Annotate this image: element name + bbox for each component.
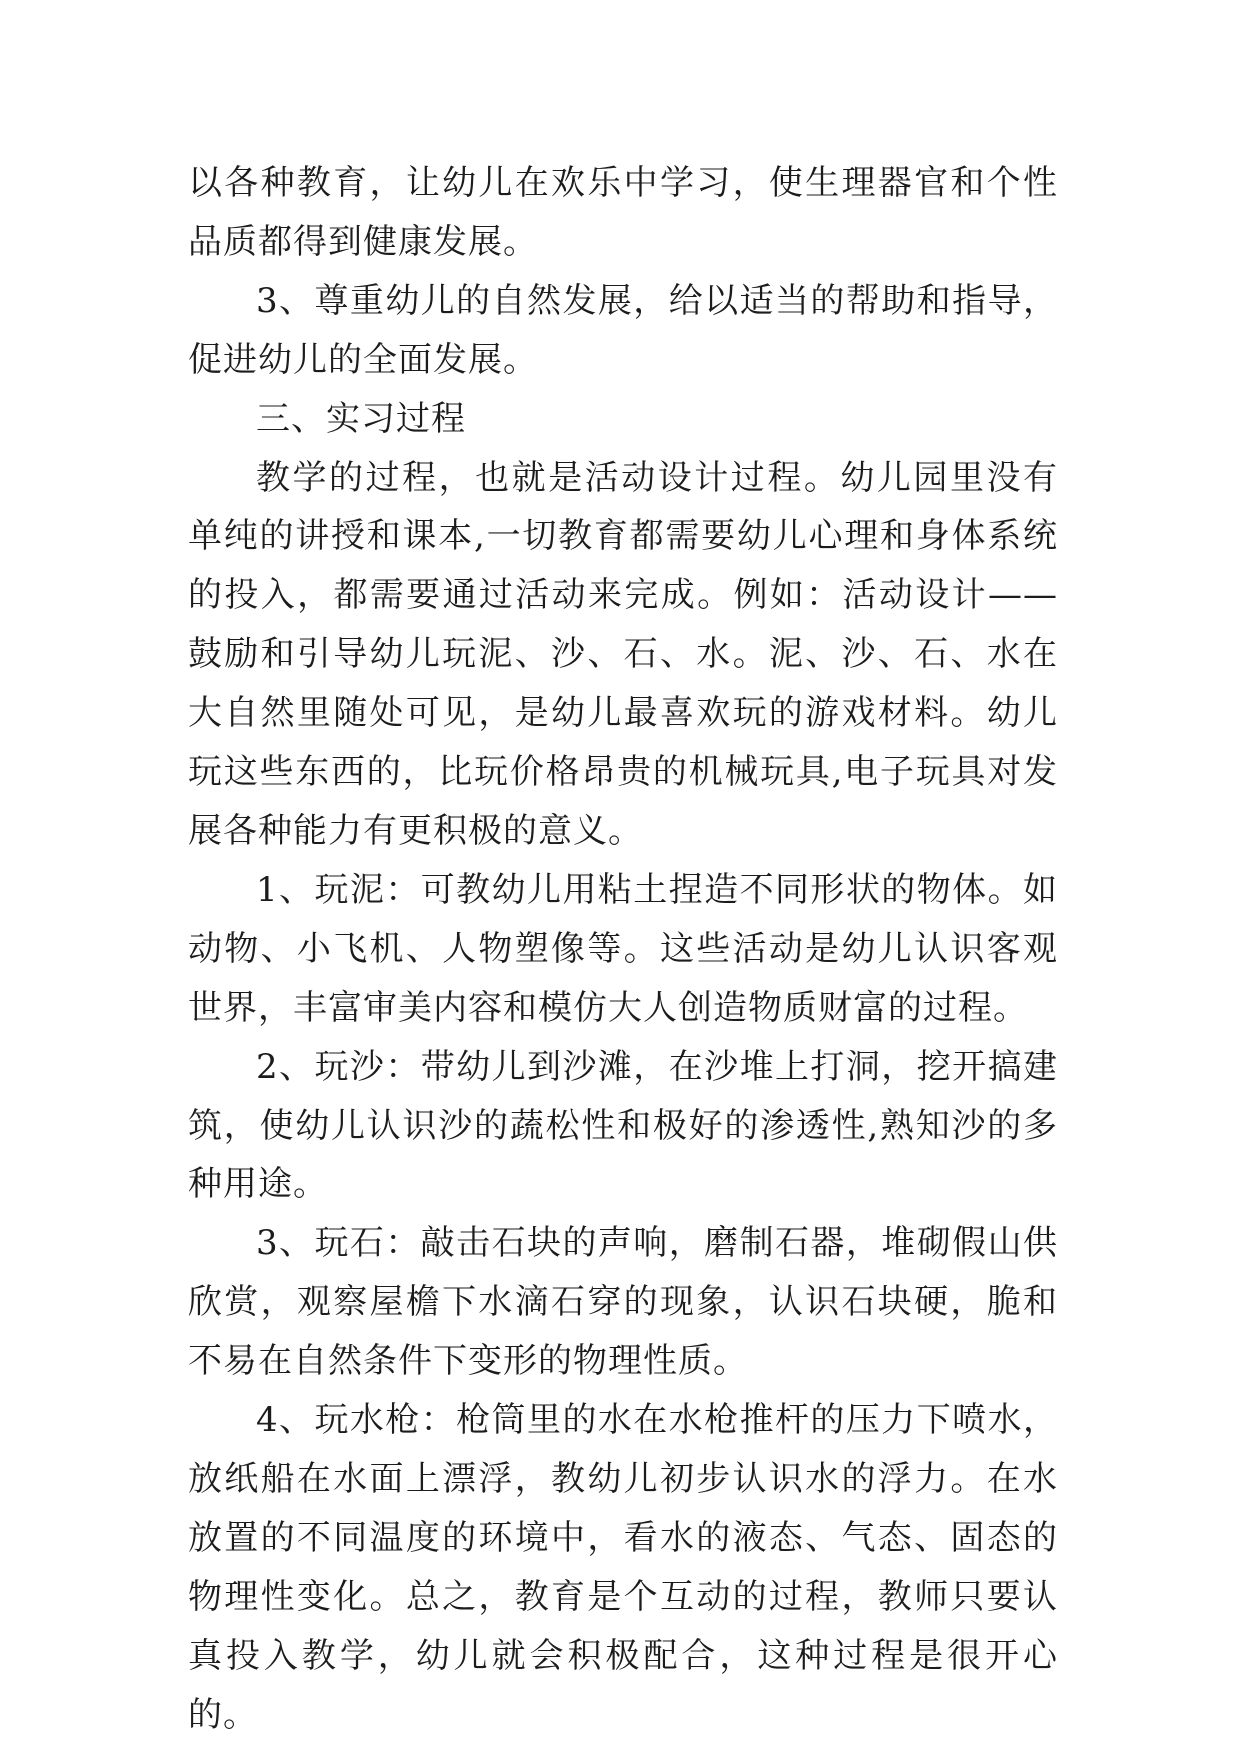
paragraph: 教学的过程，也就是活动设计过程。幼儿园里没有单纯的讲授和课本,一切教育都需要幼儿心理和身体系统的投入，都需要通过活动来完成。例如：活动设计——鼓励和引导幼儿玩泥、沙、石、水。泥、沙、石、水在大自然里随处可见，是幼儿最喜欢玩的游戏材料。幼儿玩这些东西的，比玩价格昂贵的机械玩具,电子玩具对发展各种能力有更积极的意义。 bbox=[188, 457, 1058, 851]
section-heading: 三、实习过程 bbox=[256, 398, 466, 439]
paragraph: 4、玩水枪：枪筒里的水在水枪推杆的压力下喷水，放纸船在水面上漂浮，教幼儿初步认识水的浮力。在水放置的不同温度的环境中，看水的液态、气态、固态的物理性变化。总之，教育是个互动的过程，教师只要认真投入教学，幼儿就会积极配合，这种过程是很开心的。 bbox=[188, 1400, 1058, 1735]
paragraph: 3、尊重幼儿的自然发展，给以适当的帮助和指导，促进幼儿的全面发展。 bbox=[188, 280, 1058, 380]
paragraph: 1、玩泥：可教幼儿用粘土捏造不同形状的物体。如动物、小飞机、人物塑像等。这些活动是幼儿认识客观世界，丰富审美内容和模仿大人创造物质财富的过程。 bbox=[188, 869, 1058, 1028]
paragraph: 2、玩沙：带幼儿到沙滩，在沙堆上打洞，挖开搞建筑，使幼儿认识沙的蔬松性和极好的渗透性,熟知沙的多种用途。 bbox=[188, 1046, 1058, 1205]
paragraph: 3、玩石：敲击石块的声响，磨制石器，堆砌假山供欣赏，观察屋檐下水滴石穿的现象，认识石块硬，脆和不易在自然条件下变形的物理性质。 bbox=[188, 1223, 1058, 1382]
document-body bbox=[188, 154, 1058, 1744]
paragraph: 以各种教育，让幼儿在欢乐中学习，使生理器官和个性品质都得到健康发展。 bbox=[188, 163, 1058, 262]
